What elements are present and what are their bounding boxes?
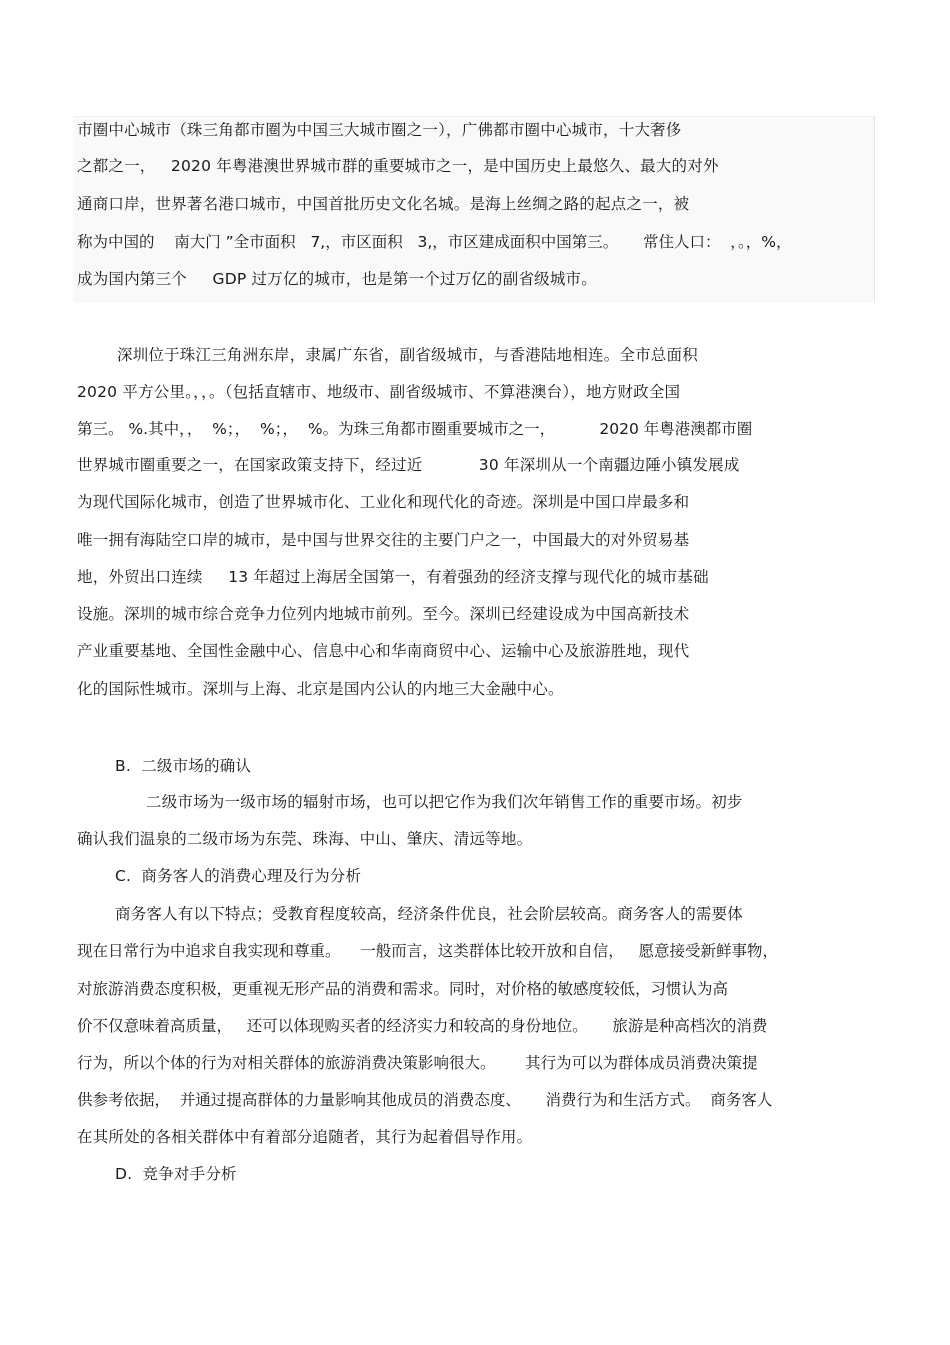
intro-line: 市圈中心城市（珠三角都市圈为中国三大城市圈之一），广佛都市圈中心城市，十大奢侈 xyxy=(77,121,682,139)
body-line: 价不仅意味着高质量， 还可以体现购买者的经济实力和较高的身份地位。 旅游是种高档次的消费 xyxy=(77,1017,768,1035)
body-line: 对旅游消费态度积极，更重视无形产品的消费和需求。同时，对价格的敏感度较低，习惯认为高 xyxy=(77,980,729,998)
body-line: 地，外贸出口连续 13 年超过上海居全国第一，有着强劲的经济支撑与现代化的城市基础 xyxy=(77,568,709,586)
body-line: 化的国际性城市。深圳与上海、北京是国内公认的内地三大金融中心。 xyxy=(77,680,564,698)
body-line: 唯一拥有海陆空口岸的城市，是中国与世界交往的主要门户之一，中国最大的对外贸易基 xyxy=(77,531,690,549)
body-line: 世界城市圈重要之一，在国家政策支持下，经过近 30 年深圳从一个南疆边陲小镇发展成 xyxy=(77,456,740,474)
intro-line: 称为中国的 南大门 ”全市面积 7,，市区面积 3,，市区建成面积中国第三。 常住人口： ，。，%， xyxy=(77,233,792,251)
body-line: 商务客人有以下特点；受教育程度较高，经济条件优良，社会阶层较高。商务客人的需要体 xyxy=(115,905,744,923)
intro-line: 通商口岸，世界著名港口城市，中国首批历史文化名城。是海上丝绸之路的起点之一，被 xyxy=(77,195,690,213)
section-b-heading: B. 二级市场的确认 xyxy=(115,757,252,775)
body-line: 确认我们温泉的二级市场为东莞、珠海、中山、肇庆、清远等地。 xyxy=(77,830,533,848)
body-line: 供参考依据， 并通过提高群体的力量影响其他成员的消费态度、 消费行为和生活方式。 商务客人 xyxy=(77,1091,773,1109)
intro-line: 成为国内第三个 GDP 过万亿的城市，也是第一个过万亿的副省级城市。 xyxy=(77,270,597,288)
section-c-heading: C. 商务客人的消费心理及行为分析 xyxy=(115,867,362,885)
body-line: 行为，所以个体的行为对相关群体的旅游消费决策影响很大。 其行为可以为群体成员消费决策提 xyxy=(77,1054,758,1072)
body-line: 二级市场为一级市场的辐射市场，也可以把它作为我们次年销售工作的重要市场。初步 xyxy=(146,793,743,811)
body-line: 现在日常行为中追求自我实现和尊重。 一般而言，这类群体比较开放和自信， 愿意接受新鲜事物， xyxy=(77,942,778,960)
section-d-heading: D. 竞争对手分析 xyxy=(115,1165,237,1183)
body-line: 深圳位于珠江三角洲东岸，隶属广东省，副省级城市，与香港陆地相连。全市总面积 xyxy=(117,346,698,364)
body-line: 为现代国际化城市，创造了世界城市化、工业化和现代化的奇迹。深圳是中国口岸最多和 xyxy=(77,493,690,511)
intro-line: 之都之一， 2020 年粤港澳世界城市群的重要城市之一，是中国历史上最悠久、最大的对外 xyxy=(77,157,719,175)
body-line: 第三。 %.其中，， %；， %；， %。为珠三角都市圈重要城市之一， 2020 年粤港澳都市圈 xyxy=(77,420,753,438)
body-line: 2020 平方公里。，，。（包括直辖市、地级市、副省级城市、不算港澳台），地方财政全国 xyxy=(77,383,681,401)
body-line: 在其所处的各相关群体中有着部分追随者，其行为起着倡导作用。 xyxy=(77,1128,533,1146)
body-line: 产业重要基地、全国性金融中心、信息中心和华南商贸中心、运输中心及旅游胜地，现代 xyxy=(77,642,690,660)
body-line: 设施。深圳的城市综合竞争力位列内地城市前列。至今。深圳已经建设成为中国高新技术 xyxy=(77,605,690,623)
